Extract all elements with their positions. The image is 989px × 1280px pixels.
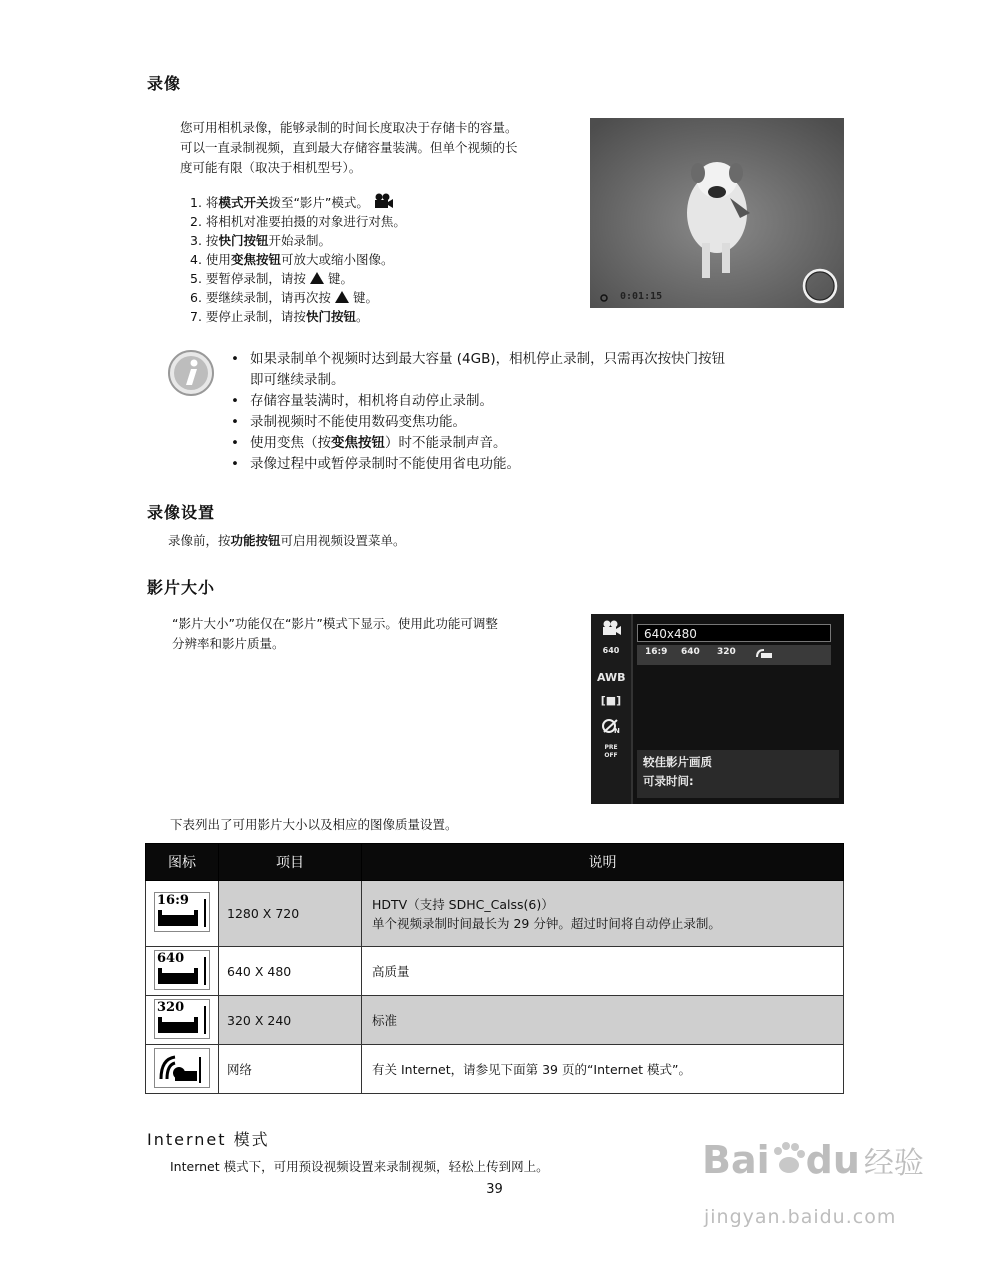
desc-cell: 高质量 [362,947,844,996]
option-16-9[interactable]: 16:9 [645,647,668,657]
step-item: 3. 按快门按钮开始录制。 [190,233,331,248]
camera-menu-screen [591,614,844,804]
col-item: 项目 [219,844,362,881]
movie-size-icon: 640 [602,646,620,655]
intro-line: 您可用相机录像，能够录制的时间长度取决于存储卡的容量。 [180,120,518,135]
movie-mode-icon [597,620,625,639]
size-640-icon: 640 [154,950,210,990]
info-note-icon [167,349,215,397]
dog-photo-art [590,118,844,308]
internet-mode-text: Internet 模式下，可用预设视频设置来录制视频，轻松上传到网上。 [170,1159,549,1174]
step-item: 2. 将相机对准要拍摄的对象进行对焦。 [190,214,406,229]
icon-cell [146,881,219,947]
item-cell: 1280 X 720 [219,881,362,947]
step-item: 4. 使用变焦按钮可放大或缩小图像。 [190,252,394,267]
icon-cell [146,996,219,1045]
table-row [146,1045,844,1094]
quality-label: 较佳影片画质 [643,755,712,769]
col-icon: 图标 [146,844,219,881]
item-cell: 320 X 240 [219,996,362,1045]
up-arrow-key-icon [335,291,349,303]
step-item: 5. 要暂停录制，请按 键。 [190,271,353,286]
metering-icon: [■] [600,694,622,707]
section-title-movie-size: 影片大小 [147,578,216,597]
table-row [146,881,844,947]
desc-cell: 有关 Internet，请参见下面第 39 页的“Internet 模式”。 [362,1045,844,1094]
white-balance-icon: AWB [597,671,626,684]
option-640[interactable]: 640 [681,647,700,657]
baidu-watermark-logo: Bai du 经验 [702,1138,924,1182]
recording-intro [180,118,580,178]
up-arrow-key-icon [310,272,324,284]
size-16-9-icon: 16:9 [154,892,210,932]
note-item: • 如果录制单个视频时达到最大容量 (4GB)，相机停止录制，只需再次按快门按钮 即可继续录制。 [228,349,838,391]
movie-camera-icon [373,193,393,209]
section-title-recording: 录像 [147,74,182,93]
icon-cell [146,947,219,996]
page-number: 39 [486,1182,503,1197]
watermark-url: jingyan.baidu.com [704,1206,897,1228]
recording-steps [190,193,580,326]
note-item: • 使用变焦（按变焦按钮）时不能录制声音。 [228,433,838,454]
dog-running-photo [590,118,844,308]
step-item: 6. 要继续录制，请再次按 键。 [190,290,378,305]
pre-record-icon: PRE OFF [604,744,618,759]
recording-time-readout: 0:01:15 [620,291,663,302]
internet-mode-icon [154,1048,210,1088]
table-header-row [146,844,844,881]
table-caption: 下表列出了可用影片大小以及相应的图像质量设置。 [170,817,458,832]
step-item: 7. 要停止录制，请按快门按钮。 [190,309,369,324]
col-desc: 说明 [362,844,844,881]
option-320[interactable]: 320 [717,647,736,657]
item-cell: 网络 [219,1045,362,1094]
step-item: 1. 将模式开关拨至“影片”模式。 [190,193,580,212]
note-item: • 录像过程中或暂停录制时不能使用省电功能。 [228,454,838,475]
recording-settings-text: 录像前，按功能按钮可启用视频设置菜单。 [168,533,406,548]
intro-line: 度可能有限（取决于相机型号）。 [180,160,362,175]
menu-info-box [637,750,839,798]
intro-line: 可以一直录制视频，直到最大存储容量装满。但单个视频的长 [180,140,518,155]
paw-icon [770,1141,806,1175]
note-list [228,349,838,475]
selected-movie-size[interactable]: 640x480 [637,624,831,642]
item-cell: 640 X 480 [219,947,362,996]
icon-cell [146,1045,219,1094]
movie-size-table [145,843,844,1094]
note-item: • 录制视频时不能使用数码变焦功能。 [228,412,838,433]
intro-line: 分辨率和影片质量。 [172,636,285,651]
svg-text:N: N [614,727,620,734]
menu-sidebar [591,614,633,804]
section-title-internet-mode: Internet 模式 [147,1130,270,1149]
size-320-icon: 320 [154,999,210,1039]
table-row [146,947,844,996]
desc-cell: HDTV（支持 SDHC_Calss(6)） 单个视频录制时间最长为 29 分钟。超过时间将自动停止录制。 [362,881,844,947]
desc-cell: 标准 [362,996,844,1045]
available-time-label: 可录时间: [643,774,694,788]
color-effect-icon [597,718,625,737]
movie-size-options [637,645,831,665]
intro-line: “影片大小”功能仅在“影片”模式下显示。使用此功能可调整 [172,616,498,631]
note-item: • 存储容量装满时，相机将自动停止录制。 [228,391,838,412]
movie-size-intro [172,614,582,654]
table-row [146,996,844,1045]
option-internet-icon[interactable] [755,647,773,662]
section-title-recording-settings: 录像设置 [147,503,216,522]
